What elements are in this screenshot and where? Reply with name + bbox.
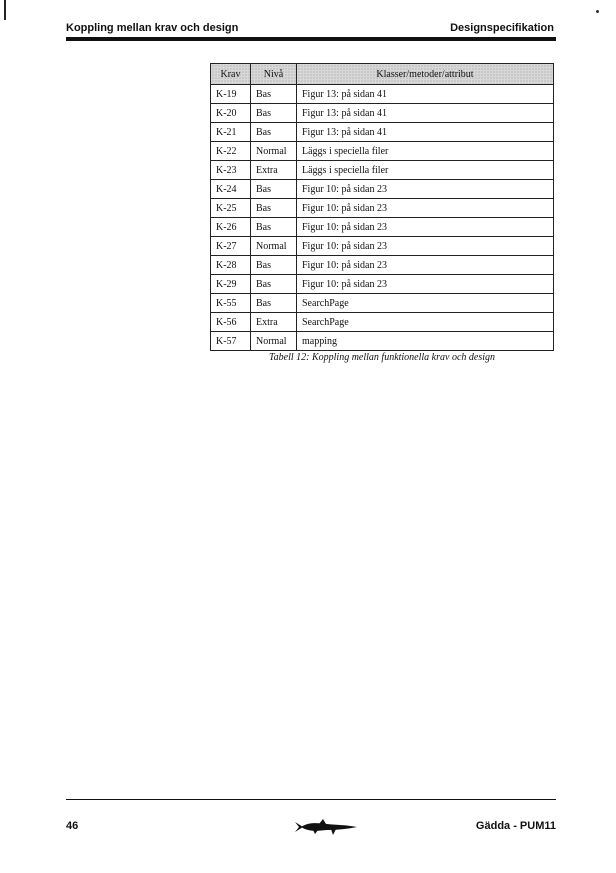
cell-krav: K-27 [211,237,251,256]
cell-krav: K-21 [211,123,251,142]
cell-klasser: Figur 13: på sidan 41 [297,85,554,104]
cell-klasser: SearchPage [297,294,554,313]
cell-krav: K-57 [211,332,251,351]
cell-krav: K-29 [211,275,251,294]
cell-niva: Extra [251,313,297,332]
cell-klasser: mapping [297,332,554,351]
table-row [211,294,554,313]
cell-krav: K-23 [211,161,251,180]
cell-klasser: Figur 10: på sidan 23 [297,199,554,218]
table-row [211,218,554,237]
cell-niva: Bas [251,256,297,275]
cell-klasser: Figur 10: på sidan 23 [297,275,554,294]
cell-klasser: Läggs i speciella filer [297,161,554,180]
table-caption: Tabell 12: Koppling mellan funktionella krav och design [269,352,495,363]
cell-niva: Normal [251,332,297,351]
cell-niva: Normal [251,142,297,161]
table-row [211,275,554,294]
table-row [211,85,554,104]
cell-klasser: Figur 10: på sidan 23 [297,180,554,199]
header-section-title: Koppling mellan krav och design [66,22,239,34]
cell-krav: K-20 [211,104,251,123]
page-number: 46 [66,820,79,832]
table-row [211,313,554,332]
cell-krav: K-19 [211,85,251,104]
cell-klasser: Figur 13: på sidan 41 [297,123,554,142]
table-row [211,180,554,199]
cell-krav: K-55 [211,294,251,313]
cell-krav: K-22 [211,142,251,161]
table-row [211,237,554,256]
table-row [211,256,554,275]
cell-krav: K-25 [211,199,251,218]
table-row [211,142,554,161]
cell-klasser: Figur 10: på sidan 23 [297,218,554,237]
footer-brand: Gädda - PUM11 [475,820,556,832]
cell-krav: K-56 [211,313,251,332]
requirements-table [210,63,554,351]
table-row [211,123,554,142]
cell-niva: Normal [251,237,297,256]
cell-niva: Bas [251,199,297,218]
column-header-krav: Krav [211,64,251,85]
header-document-title: Designspecifikation [450,22,554,34]
column-header-klasser: Klasser/metoder/attribut [297,64,554,85]
scan-dot-mark [596,10,599,13]
cell-niva: Bas [251,104,297,123]
footer-rule [66,799,556,800]
table-row [211,104,554,123]
cell-klasser: SearchPage [297,313,554,332]
cell-krav: K-28 [211,256,251,275]
cell-klasser: Figur 10: på sidan 23 [297,256,554,275]
cell-klasser: Figur 10: på sidan 23 [297,237,554,256]
cell-niva: Bas [251,85,297,104]
scan-edge-mark [4,0,6,20]
cell-niva: Bas [251,294,297,313]
cell-niva: Bas [251,218,297,237]
header-rule [66,37,556,41]
cell-krav: K-26 [211,218,251,237]
cell-klasser: Läggs i speciella filer [297,142,554,161]
cell-krav: K-24 [211,180,251,199]
table-row [211,199,554,218]
cell-niva: Bas [251,275,297,294]
cell-klasser: Figur 13: på sidan 41 [297,104,554,123]
table-row [211,332,554,351]
cell-niva: Bas [251,123,297,142]
cell-niva: Bas [251,180,297,199]
column-header-niva: Nivå [251,64,297,85]
pike-fish-icon [295,817,357,837]
table-row [211,161,554,180]
page-header [66,19,554,39]
table-header-row [211,64,554,85]
cell-niva: Extra [251,161,297,180]
